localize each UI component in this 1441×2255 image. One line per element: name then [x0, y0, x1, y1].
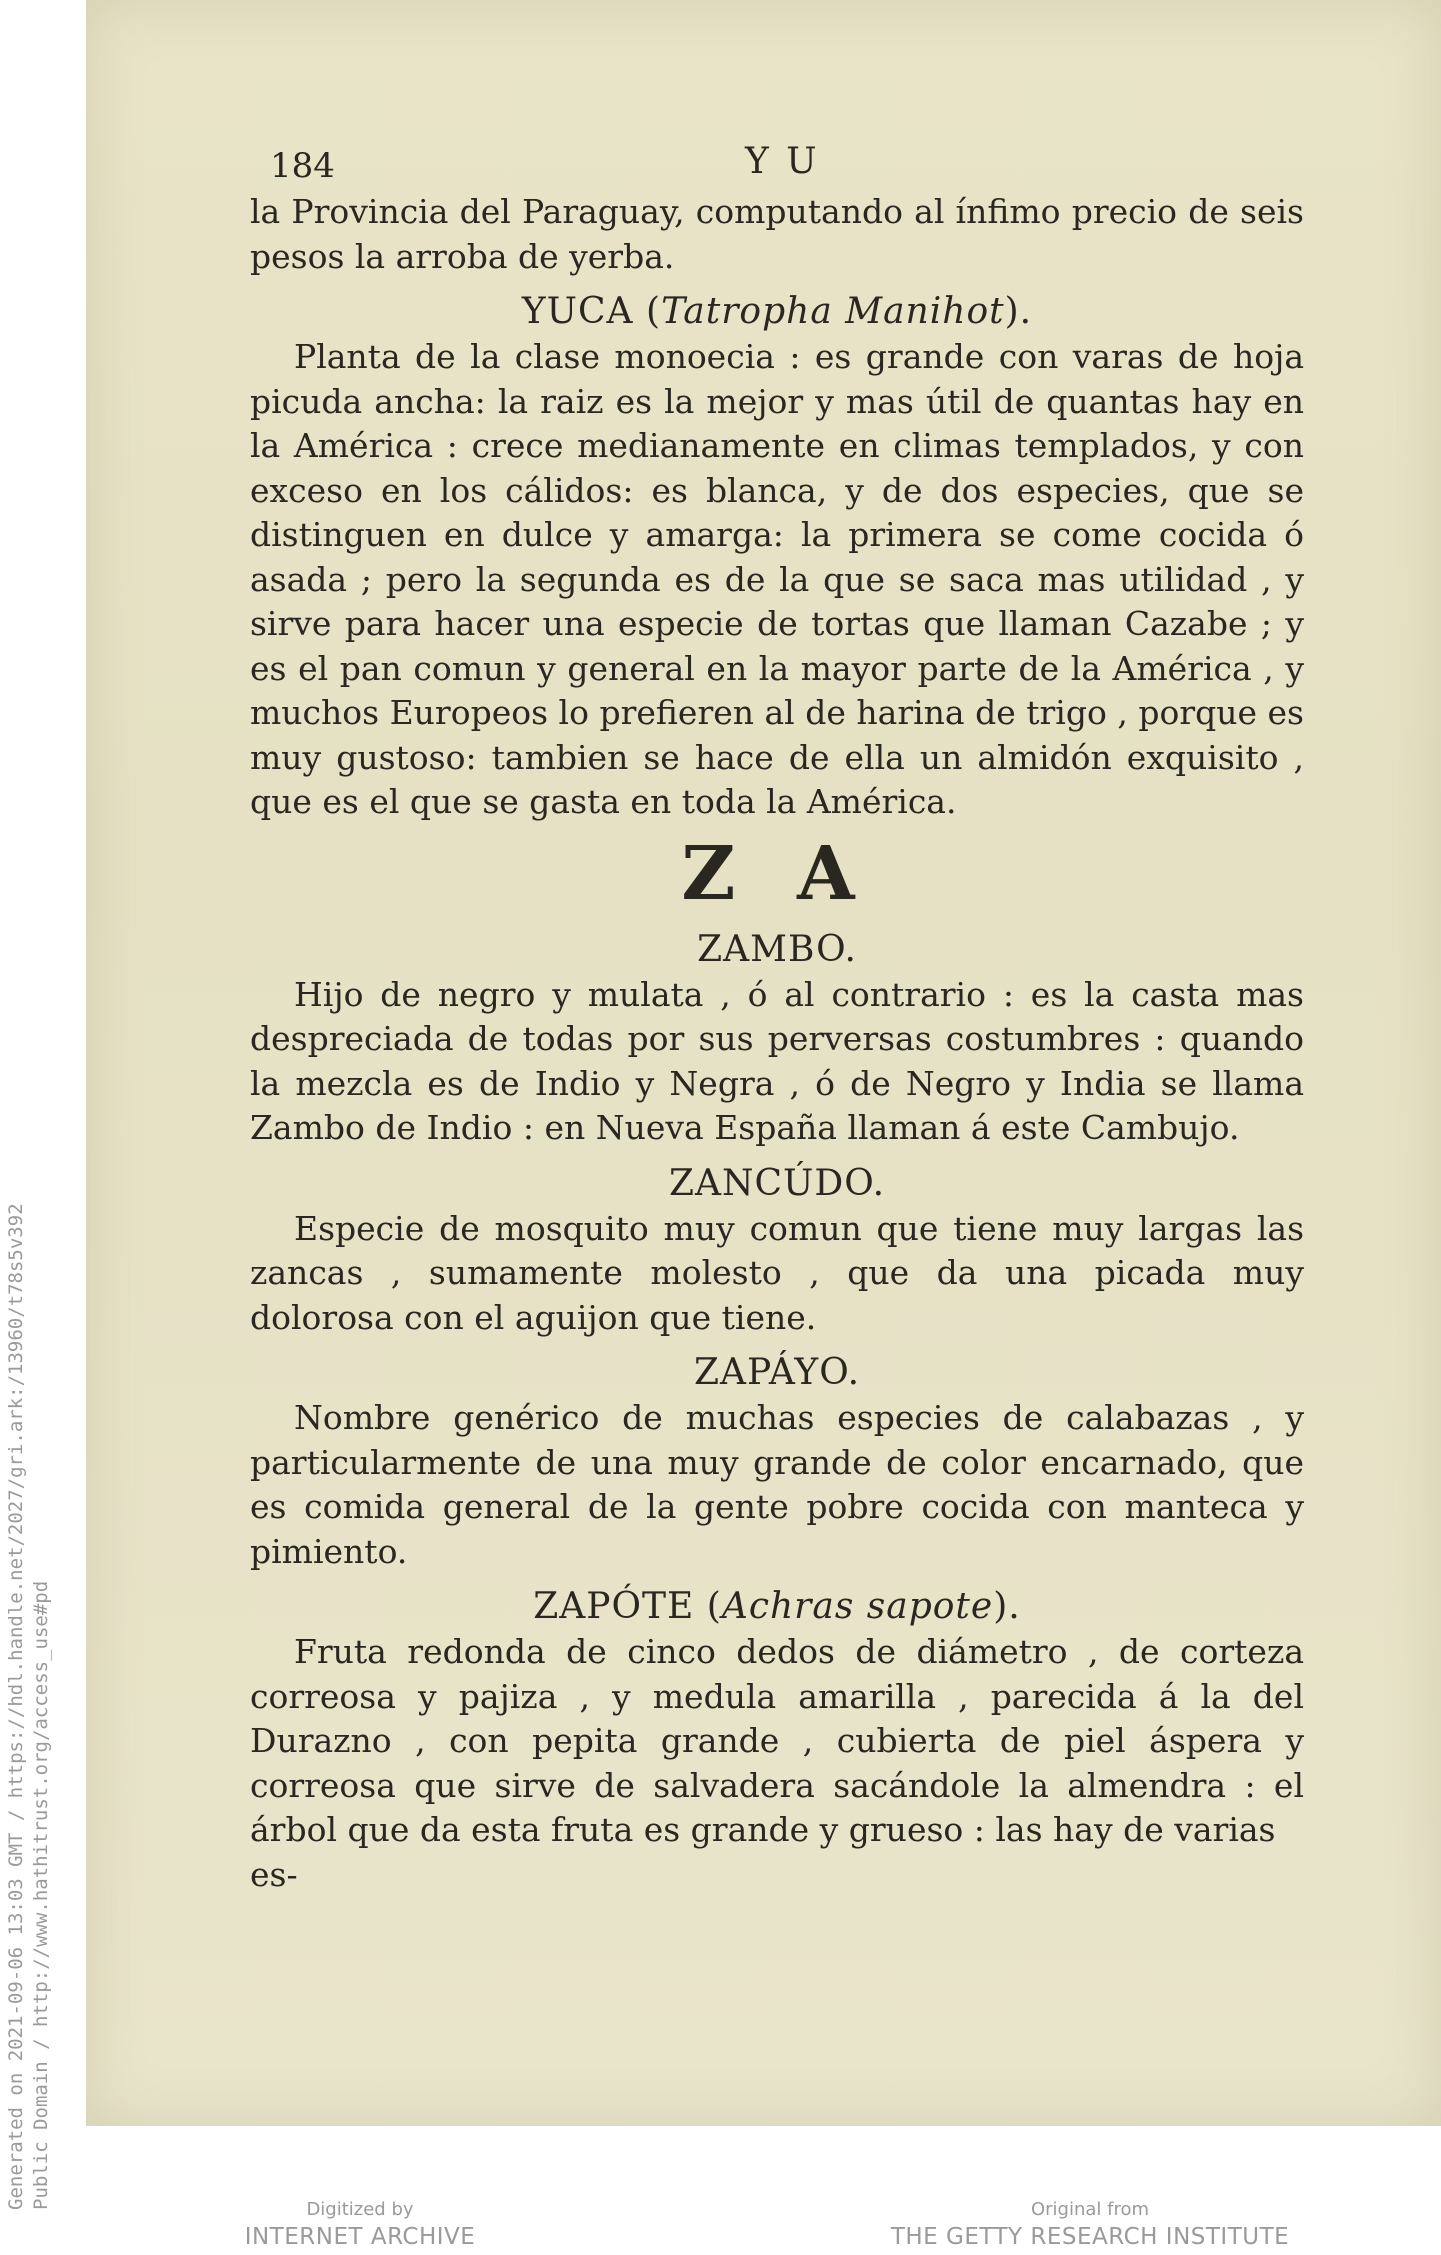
- watermark-line-2: Public Domain / http://www.hathitrust.org/access_use#pd: [30, 1580, 52, 2210]
- footer-digitized: [235, 2198, 485, 2252]
- latin-name: Tatropha Manihot: [661, 291, 1005, 332]
- entry-headword: YUCA: [521, 291, 634, 332]
- latin-open: (: [706, 1586, 722, 1627]
- latin-name: Achras sapote: [721, 1586, 994, 1627]
- entry-text-zambo: Hijo de negro y mulata , ó al contrario : es la casta mas despreciada de todas por sus perversas costumbres : quando la mezcla es de Indio y Negra , ó de Negro y India se llama Zambo de Indio : en Nueva España llaman á este Cambujo.: [250, 974, 1304, 1147]
- footer-digitizer-name: INTERNET ARCHIVE: [244, 2224, 476, 2250]
- entry-title-zapayo: ZAPÁYO.: [693, 1352, 861, 1393]
- footer-original: [880, 2198, 1300, 2252]
- entry-title-yuca: [250, 289, 1304, 335]
- entry-headword: ZAPÓTE: [533, 1586, 695, 1627]
- generation-watermark: [4, 1203, 54, 2210]
- latin-close: ).: [993, 1586, 1021, 1627]
- entry-text-yuca: Planta de la clase monoecia : es grande con varas de hoja picuda ancha: la raiz es la mejor y mas útil de quantas hay en la América : crece medianamente en climas templados, y con exceso en los cálidos: es blanca, y de dos especies, que se distinguen en dulce y amarga: la primera se come cocida ó asada ; pero la segunda es de la que se saca mas utilidad , y sirve para hacer una especie de tortas que llaman Cazabe ; y es el pan comun y general en la mayor parte de la América , y muchos Europeos lo prefieren al de harina de trigo , porque es muy gustoso: tambien se hace de ella un almidón exquisito , que es el que se gasta en toda la América.: [250, 337, 1304, 821]
- page-content: [250, 140, 1304, 1897]
- footer-original-label: Original from: [1030, 2199, 1150, 2220]
- entry-text-zapayo: Nombre genérico de muchas especies de calabazas , y particularmente de una muy grande de color encarnado, que es comida general de la gente pobre cocida con manteca y pimiento.: [250, 1398, 1304, 1571]
- entry-title-zancudo: ZANCÚDO.: [668, 1162, 886, 1204]
- latin-close: ).: [1004, 291, 1033, 332]
- footer-digitized-label: Digitized by: [306, 2199, 414, 2220]
- watermark-line-1: Generated on 2021-09-06 13:03 GMT / https://hdl.handle.net/2027/gri.ark:/13960/t78s5v392: [5, 1203, 27, 2210]
- running-head: [250, 140, 1304, 190]
- entry-text-zancudo: Especie de mosquito muy comun que tiene muy largas las zancas , sumamente molesto , que da una picada muy dolorosa con el aguijon que tiene.: [250, 1208, 1304, 1337]
- page-number: 184: [270, 146, 335, 186]
- entry-text-zapote: Fruta redonda de cinco dedos de diámetro , de corteza correosa y pajiza , y medula amarilla , parecida á la del Durazno , con pepita grande , cubierta de piel áspera y correosa que sirve de salvadera sacándole la almendra : el árbol que da esta fruta es grande y grueso : las hay de varias: [250, 1632, 1304, 1849]
- footer-original-source: THE GETTY RESEARCH INSTITUTE: [890, 2224, 1290, 2250]
- entry-title-zambo: ZAMBO.: [697, 928, 857, 970]
- header-letters: Y U: [745, 141, 820, 182]
- entry-title-zapote: [250, 1584, 1304, 1630]
- latin-open: (: [646, 291, 662, 332]
- continuation-paragraph: la Provincia del Paraguay, computando al ínfimo precio de seis pesos la arroba de yerba.: [250, 192, 1304, 276]
- section-heading: Z A: [681, 830, 873, 917]
- catchword: es-: [250, 1854, 298, 1894]
